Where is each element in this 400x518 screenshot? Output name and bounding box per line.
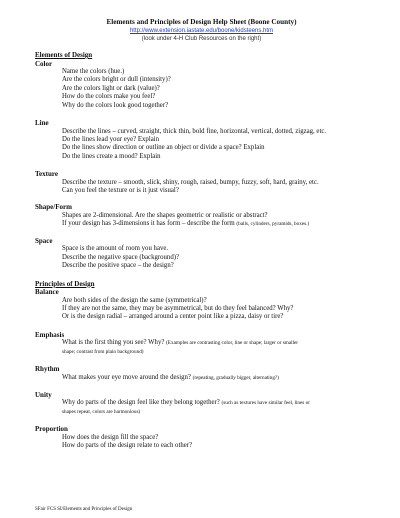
rhythm-title: Rhythm <box>35 365 60 374</box>
line-line-2: Do the lines lead your eye? Explain <box>62 135 160 143</box>
page-footer: SFair FCS SI/Elements and Principles of Design <box>35 507 133 512</box>
principles-heading: Principles of Design <box>35 279 95 288</box>
line-title: Line <box>35 119 49 128</box>
texture-line-2: Can you feel the texture or is it just visual? <box>62 187 179 195</box>
emphasis-line-1 <box>35 339 368 347</box>
shape-line-2-examples: (balls, cylinders, pyramids, boxes.) <box>236 221 310 228</box>
balance-line-2: If they are not the same, they may be asymmetrical, but do they feel balanced? Why? <box>62 304 294 312</box>
space-line-3: Describe the positive space – the design? <box>62 262 174 270</box>
balance-line-1: Are both sides of the design the same (symmetrical)? <box>62 296 207 304</box>
unity-line-2-examples: shapes repeat, colors are harmonious) <box>62 408 141 415</box>
balance-title: Balance <box>35 288 59 296</box>
emphasis-line-2-examples: shape; contrast from plain background) <box>62 348 144 355</box>
shape-title: Shape/Form <box>35 203 72 212</box>
color-line-2: Are the colors bright or dull (intensity)? <box>62 76 171 84</box>
space-line-1: Space is the amount of room you have. <box>62 245 169 253</box>
space-title: Space <box>35 236 53 245</box>
balance-line-3: Or is the design radial – arranged around a center point like a pizza, daisy or tire? <box>62 313 284 321</box>
document-header <box>35 18 368 43</box>
line-line-1: Describe the lines – curved, straight, thick thin, bold fine, horizontal, vertical, dotted, zigzag, etc. <box>62 127 327 135</box>
emphasis-line-1-main: What is the first thing you see? Why? <box>62 339 167 347</box>
unity-line-1-examples: (such as textures have similar feel, lines or <box>221 400 310 407</box>
emphasis-line-1-examples: (Examples are contrasting color, line or shape; larger or smaller <box>166 340 299 347</box>
resources-note: (look under 4-H Club Resources on the right) <box>141 36 262 42</box>
color-line-5: Why do the colors look good together? <box>62 101 169 109</box>
color-line-3: Are the colors light or dark (value)? <box>62 84 160 92</box>
emphasis-title: Emphasis <box>35 330 65 339</box>
document-title: Elements and Principles of Design Help Sheet (Boone County) <box>106 18 297 26</box>
proportion-line-2: How do parts of the design relate to each other? <box>62 442 193 450</box>
shape-line-1: Shapes are 2-dimensional. Are the shapes geometric or realistic or abstract? <box>62 211 268 219</box>
rhythm-line-1 <box>35 374 368 382</box>
rhythm-line-1-main: What makes your eye move around the design? <box>62 373 193 381</box>
line-line-3: Do the lines show direction or outline an object or divide a space? Explain <box>62 144 265 152</box>
unity-line-1-main: Why do parts of the design feel like they belong together? <box>62 399 222 407</box>
color-line-1: Name the colors (hue.) <box>62 68 125 75</box>
texture-title: Texture <box>35 170 58 179</box>
line-line-4: Do the lines create a mood? Explain <box>62 152 161 160</box>
rhythm-line-1-examples: (repeating, gradually bigger, alternating?) <box>192 374 279 381</box>
color-line-4: How do the colors make you feel? <box>62 93 156 101</box>
color-title: Color <box>35 59 53 68</box>
elements-heading: Elements of Design <box>35 51 93 59</box>
unity-line-1 <box>35 399 368 407</box>
proportion-title: Proportion <box>35 425 68 434</box>
shape-line-2 <box>35 220 368 228</box>
proportion-line-1: How does the design fill the space? <box>62 433 159 441</box>
unity-title: Unity <box>35 390 52 399</box>
emphasis-line-2 <box>35 348 368 356</box>
shape-line-2-main: If your design has 3-dimensions it has form – describe the form <box>62 220 237 228</box>
unity-line-2 <box>35 408 368 416</box>
space-line-2: Describe the negative space (background)? <box>62 253 180 261</box>
texture-line-1: Describe the texture – smooth, slick, shiny, rough, raised, bumpy, fuzzy, soft, hard, grainy, etc. <box>62 178 319 186</box>
extension-link[interactable]: http://www.extension.iastate.edu/boone/kidsteens.htm <box>129 28 274 34</box>
